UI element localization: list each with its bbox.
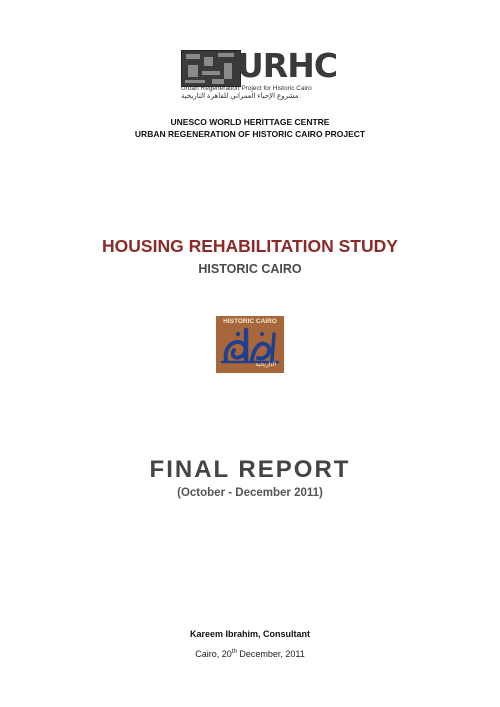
report-title: FINAL REPORT (149, 456, 351, 483)
map-texture (181, 50, 241, 87)
date-place: Cairo, 20 (195, 649, 232, 659)
emblem-top-text: HISTORIC CAIRO (223, 318, 277, 325)
logo-letters: URHC (237, 46, 338, 85)
logo-subtitle (181, 86, 321, 101)
emblem-arabic-text: التاريخية (255, 362, 276, 368)
main-title: HOUSING REHABILITATION STUDY (102, 236, 398, 256)
date-suffix: th (231, 649, 237, 655)
date-line (0, 646, 500, 660)
logo-subtitle-ar: مشروع الإحياء العمراني للقاهرة التاريخية (181, 92, 299, 100)
project-line: URBAN REGENERATION OF HISTORIC CAIRO PROJECT (134, 129, 366, 139)
urhc-logo (181, 46, 338, 100)
historic-cairo-emblem (216, 316, 284, 373)
org-line: UNESCO WORLD HERITTAGE CENTRE (170, 117, 330, 127)
logo-subtitle-en: Urban Regeneration Project for Historic Cairo (181, 85, 312, 92)
date-rest: December, 2011 (236, 649, 305, 659)
sub-title: HISTORIC CAIRO (198, 262, 302, 276)
author-line: Kareem Ibrahim, Consultant (189, 629, 311, 639)
report-period: (October - December 2011) (177, 487, 323, 499)
